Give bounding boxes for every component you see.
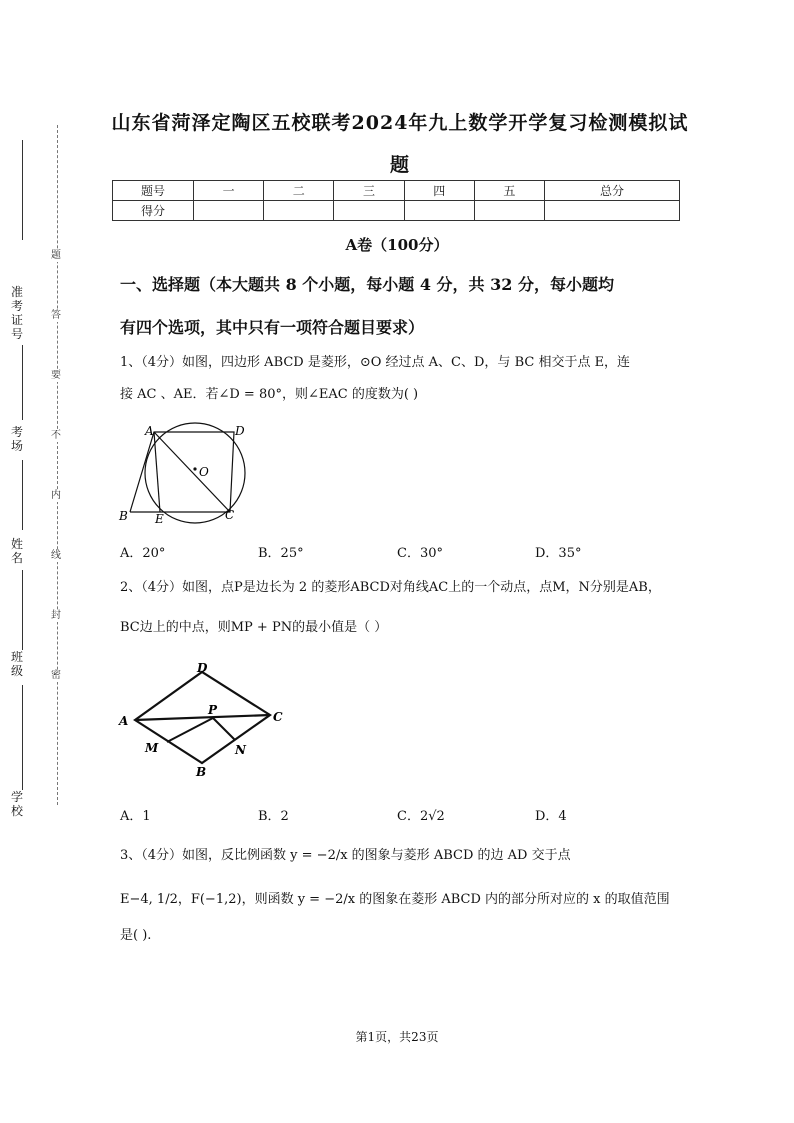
label-d: D [235, 424, 245, 438]
label-a: A [119, 714, 129, 728]
question-3-text-cont: E−4, 1/2，F(−1,2)，则函数 y = −2/x 的图象在菱形 ABCD 内的部分所对应的 x 的取值范围 [120, 892, 670, 907]
table-cell[interactable] [404, 201, 474, 221]
section-heading-cont: 有四个选项，其中只有一项符合题目要求） [120, 318, 425, 337]
segment-mp [167, 718, 213, 742]
seal-char: 内 [51, 490, 61, 501]
segment-ae [154, 432, 160, 512]
seal-char: 要 [51, 370, 61, 381]
table-cell: 五 [474, 181, 544, 201]
diagonal-ac [135, 715, 270, 720]
table-cell[interactable] [194, 201, 264, 221]
seal-char: 封 [51, 610, 61, 621]
label-b: B [196, 765, 207, 779]
label-c: C [273, 710, 283, 724]
binding-line [22, 345, 23, 420]
label-exam-room: 考场 [10, 425, 23, 453]
section-heading: 一、选择题（本大题共 8 个小题，每小题 4 分，共 32 分，每小题均 [120, 275, 614, 294]
table-row [113, 201, 680, 221]
page-title: 山东省菏泽定陶区五校联考2024年九上数学开学复习检测模拟试 [111, 112, 689, 134]
label-name: 姓名 [10, 537, 23, 565]
seal-dashed-line [57, 125, 58, 805]
label-exam-number: 准考证号 [10, 285, 23, 341]
label-school: 学校 [10, 790, 23, 818]
table-row [113, 181, 680, 201]
label-d: D [197, 661, 208, 675]
question-2-text-cont: BC边上的中点，则MP + PN的最小值是（ ） [120, 620, 388, 635]
q2-option-c[interactable]: C．2√2 [397, 809, 445, 824]
q1-option-b[interactable]: B．25° [258, 546, 304, 561]
seal-char: 密 [51, 670, 61, 681]
table-cell[interactable] [264, 201, 334, 221]
seal-char: 线 [51, 550, 61, 561]
page-title-cont: 题 [389, 154, 410, 176]
label-a: A [145, 424, 154, 438]
question-3-text: 3、（4分）如图，反比例函数 y = −2/x 的图象与菱形 ABCD 的边 AD 交于点 [120, 848, 571, 863]
table-cell: 题号 [113, 181, 194, 201]
label-b: B [119, 509, 128, 523]
question-1-text: 1、（4分）如图，四边形 ABCD 是菱形，⊙O 经过点 A、C、D，与 BC 相交于点 E，连 [120, 355, 631, 370]
q2-option-b[interactable]: B．2 [258, 809, 289, 824]
q2-option-d[interactable]: D．4 [535, 809, 567, 824]
binding-line [22, 140, 23, 240]
label-e: E [155, 512, 164, 526]
seal-char: 答 [51, 310, 61, 321]
q2-option-a[interactable]: A．1 [120, 809, 151, 824]
question-3-text-end: 是( ). [120, 928, 152, 943]
table-cell: 三 [334, 181, 404, 201]
segment-ac [154, 432, 230, 512]
q1-option-c[interactable]: C．30° [397, 546, 443, 561]
question-1-figure [115, 420, 260, 530]
table-cell: 四 [404, 181, 474, 201]
question-1-text-cont: 接 AC 、AE．若∠D = 80°，则∠EAC 的度数为( ) [120, 387, 419, 402]
table-cell[interactable] [474, 201, 544, 221]
table-cell[interactable] [545, 201, 680, 221]
table-cell: 二 [264, 181, 334, 201]
question-2-text: 2、（4分）如图，点P是边长为 2 的菱形ABCD对角线AC上的一个动点，点M，N分别是AB， [120, 580, 661, 595]
seal-char: 不 [51, 430, 61, 441]
q1-option-a[interactable]: A．20° [120, 546, 166, 561]
paper-a-heading: A卷（100分） [345, 236, 449, 254]
table-cell[interactable] [334, 201, 404, 221]
label-class: 班级 [10, 650, 23, 678]
binding-line [22, 460, 23, 530]
table-cell: 得分 [113, 201, 194, 221]
segment-pn [213, 718, 235, 740]
label-c: C [225, 508, 235, 522]
page-footer: 第1页，共23页 [355, 1030, 439, 1044]
label-m: M [145, 741, 159, 755]
label-p: P [208, 703, 218, 717]
score-table [112, 180, 680, 221]
q1-option-d[interactable]: D．35° [535, 546, 582, 561]
question-2-figure [115, 660, 295, 780]
seal-char: 题 [51, 250, 61, 261]
label-n: N [235, 743, 246, 757]
binding-line [22, 570, 23, 650]
label-o: O [199, 465, 209, 479]
binding-line [22, 685, 23, 790]
center-dot [193, 467, 196, 470]
table-cell: 一 [194, 181, 264, 201]
table-cell: 总分 [545, 181, 680, 201]
